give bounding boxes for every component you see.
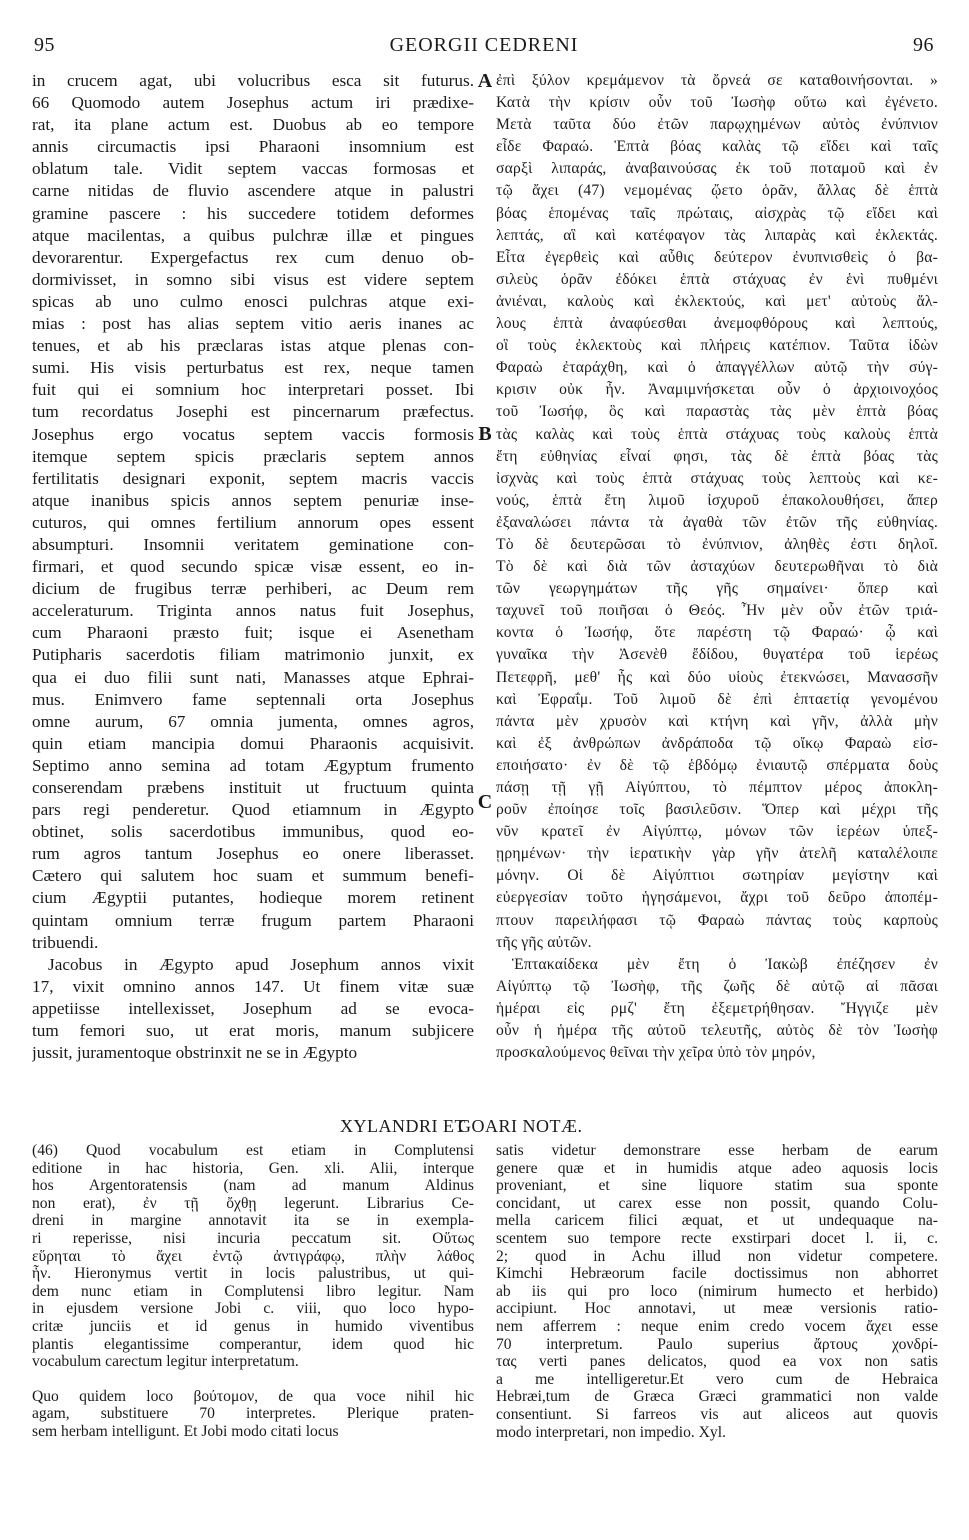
greek-text-line: ροῦν ἐποίησε τοῖς βασιλεῦσιν. Ὅπερ καὶ μέχρι τῆς xyxy=(496,801,938,819)
greek-text-line: ἰσχνὰς καὶ τοὺς ἑπτὰ στάχυας τοὺς λεπτοὺς καὶ κε- xyxy=(496,469,938,487)
greek-text-line: Εἶτα ἐγερθεὶς καὶ αὖθις δεύτερον ἐνυπνισθεὶς ὁ βα- xyxy=(496,248,938,266)
latin-text-line: oblatum tale. Vidit septem vaccas formosas et xyxy=(32,159,474,179)
latin-text-line: devorarentur. Expergefactus rex cum denuo ob- xyxy=(32,247,474,267)
latin-text-line: 17, vixit omnino annos 147. Ut finem vitæ suæ xyxy=(32,976,474,996)
margin-marker-c: C xyxy=(477,791,493,813)
note-line: consentiunt. Si farreos vis aut aliceos aut quovis xyxy=(496,1405,938,1423)
latin-text-line: jussit, juramentoque obstrinxit ne se in Ægypto xyxy=(32,1043,358,1063)
note-line: nem afferrem : neque enim credo vocem ἄχει esse xyxy=(496,1317,938,1335)
greek-text-line: Φαραὼ ἐταράχθη, καὶ ὁ ἀπαγγέλλων αὐτῷ τὴν σύγ- xyxy=(496,359,938,377)
notes-left-column xyxy=(32,1142,474,1441)
latin-text-line: 66 Quomodo autem Josephus actum iri prædixe- xyxy=(32,93,474,113)
latin-text-line: tum recordatus Josephi est pincernarum præfectus. xyxy=(32,402,474,422)
latin-text-line: firmari, et quod secundo spicæ visæ essent, eo in- xyxy=(32,557,474,577)
latin-text-line: quintam omnium terræ frugum partem Pharaoni xyxy=(32,910,474,930)
latin-text-line: atque inanibus spicis annos septem penuriæ inse- xyxy=(32,490,474,510)
greek-text-line: κοντα ὁ Ἰωσήφ, ὅτε παρέστη τῷ Φαραώ· ᾧ καὶ xyxy=(496,624,938,642)
latin-text-line: tenues, et ab his præclaras istas atque plenas con- xyxy=(32,336,474,356)
note-line: agam, substituere 70 interpretes. Plerique praten- xyxy=(32,1405,474,1423)
note-line: Hebræi,tum de Græca Græci grammatici non valde xyxy=(496,1388,938,1406)
greek-text-line: τῶν γεωργημάτων τῆς γῆς σημαίνει· ὅπερ καὶ xyxy=(496,580,938,598)
greek-text-line: ῃρημένων· τὴν ἱερατικὴν γὰρ γῆν ἀτελῆ καταλέλοιπε xyxy=(496,845,938,863)
latin-text-line: fuit qui ei somnium hoc interpretari posset. Ibi xyxy=(32,380,474,400)
note-line: editione in hac historia, Gen. xli. Alii, interque xyxy=(32,1159,474,1177)
margin-marker-a: A xyxy=(477,70,493,92)
note-line: Kimchi Hebræorum facile doctissimus non abhorret xyxy=(496,1265,938,1283)
latin-text-line: itemque septem spicis præclaris septem annos xyxy=(32,446,474,466)
greek-text-line: ἡμέραι εἰς ρμζ' ἔτη ἐξεμετρήθησαν. Ἤγγιζε μὲν xyxy=(496,999,938,1017)
greek-text-line: τὰς καλὰς καὶ τοὺς ἑπτὰ στάχυας τοὺς καλοὺς ἑπτὰ xyxy=(496,425,938,443)
latin-text-line: fertilitatis designari exponit, septem macris vaccis xyxy=(32,468,474,488)
latin-text-line: annis circumactis ipsi Pharaoni insomnium est xyxy=(32,137,474,157)
latin-text-line: obtinet, solis sacerdotibus immunibus, quod eo- xyxy=(32,822,474,842)
greek-text-line: Αἰγύπτῳ τῷ Ἰωσὴφ, τῆς ζωῆς δὲ αὐτῷ αἱ πᾶσαι xyxy=(496,977,938,995)
greek-text-line: μόνην. Οἱ δὲ Αἰγύπτιοι σωτηρίαν μεγίστην καὶ xyxy=(496,867,938,885)
latin-text-line: spicas ab uno culmo enosci pulchras atque exi- xyxy=(32,291,474,311)
latin-text-line: Cætero qui salutem hoc suam et summum benefi- xyxy=(32,866,474,886)
latin-text-line: Josephus ergo vocatus septem vaccis formosis xyxy=(32,424,474,444)
greek-text-line: σαρξὶ λιπαράς, ἀναβαινούσας ἐκ τοῦ ποταμοῦ καὶ ἐν xyxy=(496,160,938,178)
latin-text-line: appetiisse intellexisset, Josephum ad se evoca- xyxy=(32,998,474,1018)
note-line: plantis elegantissime comperantur, idem quod hic xyxy=(32,1335,474,1353)
latin-text-line: Putipharis sacerdotis filiam matrimonio junxit, ex xyxy=(32,645,474,665)
greek-text-line: λεπτάς, αἳ καὶ κατέφαγον τὰς λιπαρὰς καὶ ἐκλεκτάς. xyxy=(496,226,938,244)
note-line: (46) Quod vocabulum est etiam in Complutensi xyxy=(32,1142,474,1159)
latin-text-line: omne aurum, 67 omnia jumenta, omnes agros, xyxy=(32,711,474,731)
note-line: proveniant, et sine liquore statim sua sponte xyxy=(496,1177,938,1195)
greek-text-line: εἶδε Φαραώ. Ἑπτὰ βόας καλὰς τῷ εἴδει καὶ ταῖς xyxy=(496,138,938,156)
latin-text-line: rum agros tantum Josephus eo onere liberasset. xyxy=(32,844,474,864)
latin-text-line: cium Ægyptii putantes, hodieque morem retinent xyxy=(32,888,474,908)
greek-text-line: τοῦ Ἰωσήφ, ὃς καὶ παραστὰς τὰς μὲν ἑπτὰ βόας xyxy=(496,403,938,421)
note-line: a me intelligeretur.Et vero cum de Hebraica xyxy=(496,1370,938,1388)
latin-text-line: quin etiam mancipia domui Pharaonis acquisivit. xyxy=(32,733,474,753)
greek-text-line: ταχυνεῖ τοῦ ποιῆσαι ὁ Θεός. Ἦν μὲν οὖν ἐτῶν τριά- xyxy=(496,602,938,620)
greek-text-line: ἔτη εὐθηνίας εἶναί φησι, τὰς δὲ ἑπτὰ βόας τὰς xyxy=(496,447,938,465)
latin-text-line: sumi. His visis perturbatus est rex, neque tamen xyxy=(32,358,474,378)
latin-text-line: acceleraturum. Triginta annos natus fuit Josephus, xyxy=(32,601,474,621)
page-number-left: 95 xyxy=(34,34,55,56)
latin-text-line: rat, ita plane actum est. Duobus ab eo tempore xyxy=(32,115,474,135)
latin-text-line: dormivisset, in somno sibi visus est videre septem xyxy=(32,269,474,289)
latin-text-line: qua ei duo filii sunt nati, Manasses atque Ephrai- xyxy=(32,667,474,687)
latin-text-line: dicium de frugibus terræ perhiberi, ac Deum rem xyxy=(32,579,474,599)
latin-text-line: atque macilentas, a quibus pulchræ illæ et pingues xyxy=(32,225,474,245)
latin-text-line: Septimo anno semina ad totam Ægyptum frumento xyxy=(32,755,474,775)
latin-text-line: absumpturi. Insomnii veritatem geminatione con- xyxy=(32,534,474,554)
latin-text-line: cum Pharaoni præsto fuit; isque ei Asenetham xyxy=(32,623,474,643)
note-line: vocabulum carectum legitur interpretatum. xyxy=(32,1353,299,1371)
notes-heading-part2: GOARI NOTÆ. xyxy=(458,1116,583,1136)
notes-right-column xyxy=(496,1142,938,1441)
greek-text-line: Μετὰ ταῦτα δύο ἐτῶν παρῳχημένων αὐτὸς ἐνύπνιον xyxy=(496,116,938,134)
greek-text-line: σιλεὺς ὁρᾶν ἐδόκει ἑπτὰ στάχυας ἐν ἑνὶ πυθμένι xyxy=(496,270,938,288)
note-line: concidant, ut carex esse non possit, quando Colu- xyxy=(496,1194,938,1212)
greek-text-line: πάσῃ τῇ γῇ Αἰγύπτου, τὸ πέμπτον μέρος ἀποκλη- xyxy=(496,779,938,796)
greek-text-line: καὶ Ἐφραΐμ. Τοῦ λιμοῦ δὲ ἐπὶ ἑπταετίᾳ γενομένου xyxy=(496,690,938,708)
note-line: in ejusdem versione Jobi c. viii, quo loco hypo- xyxy=(32,1300,474,1318)
greek-text-line: οἳ τοὺς ἐκλεκτοὺς καὶ πλήρεις κατέπιον. Ταῦτα ἰδὼν xyxy=(496,337,938,355)
latin-text-line: tribuendi. xyxy=(32,932,99,952)
greek-text-line: Τὸ δὲ καὶ διὰ τῶν ἀσταχύων δευτερωθῆναι τὸ διὰ xyxy=(496,558,938,576)
note-line: ἦν. Hieronymus vertit in locis palustribus, ut qui- xyxy=(32,1265,474,1283)
note-line: ab iis qui pro loco (nimirum humecto et herbido) xyxy=(496,1282,938,1300)
note-line: τας verti panes delicatos, quod ea vox non satis xyxy=(496,1353,938,1371)
note-line: ri reperisse, nisi incuria peccatum sit. Οὕτως xyxy=(32,1229,474,1247)
page-number-right: 96 xyxy=(913,34,934,56)
greek-text-line: προσκαλούμενος θεῖναι τὴν χεῖρα ὑπὸ τὸν μηρόν, xyxy=(496,1044,816,1062)
greek-text-line: τῆς γῆς αὐτῶν. xyxy=(496,933,592,951)
note-line: hos Argentoratensis (nam ad manum Aldinus xyxy=(32,1177,474,1195)
note-line: critæ junciis et id genus in humido viventibus xyxy=(32,1317,474,1335)
note-line: modo interpretari, non impedio. Xyl. xyxy=(496,1423,726,1441)
greek-text-line: τῷ ἄχει (47) νεμομένας ᾤετο ὁρᾶν, ἄλλας δὲ ἑπτὰ xyxy=(496,182,938,200)
latin-text-line: tum femori suo, ut erat moris, manum subjicere xyxy=(32,1021,474,1041)
latin-text-line: gramine pascere : his succedere totidem deformes xyxy=(32,203,474,223)
greek-text-line: εποιήσατο· ἐν δὲ τῷ ἑβδόμῳ ἐνιαυτῷ σπέρματα δοὺς xyxy=(496,756,938,774)
note-line: Quo quidem loco βούτομον, de qua voce nihil hic xyxy=(32,1387,474,1405)
greek-text-line: Τὸ δὲ δευτερῶσαι τὸ ἐνύπνιον, ἀληθὲς ἐστι δηλοῖ. xyxy=(496,535,938,553)
latin-text-line: Jacobus in Ægypto apud Josephum annos vixit xyxy=(48,954,474,974)
greek-text-line: γυναῖκα τὴν Ἀσενὲθ ἔδίδου, θυγατέρα τοῦ ἱερέως xyxy=(496,646,938,664)
greek-text-line: καὶ ἐξ ἀνθρώπων ἀνδράποδα τῷ οἴκῳ Φαραὼ εἰσ- xyxy=(496,734,938,752)
greek-text-line: Κατὰ τὴν κρίσιν οὖν τοῦ Ἰωσὴφ οὕτω καὶ ἐγένετο. xyxy=(496,94,938,112)
note-line: 2; quod in Achu illud non videtur competere. xyxy=(496,1247,938,1265)
greek-text-line: Πετεφρῆ, μεθ' ἧς καὶ δύο υἱοὺς ἐτεκνώσει, Μανασσῆν xyxy=(496,668,938,686)
latin-text-line: carne nitidas de fluvio ascendere atque in palustri xyxy=(32,181,474,201)
latin-text-line: mus. Enimvero fame septennali orta Josephus xyxy=(32,689,474,709)
greek-text-line: ἐπὶ ξύλον κρεμάμενον τὰ ὄρνεά σε καταθοινήσονται. » xyxy=(496,72,938,89)
latin-text-line: in crucem agat, ubi volucribus esca sit futurus. xyxy=(32,71,474,90)
latin-text-line: cuturos, qui omnes fertilium annorum opes essent xyxy=(32,512,474,532)
greek-text-line: νούς, ἑπτὰ ἔτη λιμοῦ ἰσχυροῦ ἐπακολουθήσει, ἅπερ xyxy=(496,491,938,509)
greek-text-line: οὖν ἡ ἡμέρα τῆς αὐτοῦ τελευτῆς, αὐτὸς δὲ τὸν Ἰωσὴφ xyxy=(496,1022,938,1040)
greek-text-column xyxy=(496,70,938,1064)
note-line: satis videtur demonstrare esse herbam de earum xyxy=(496,1142,938,1159)
latin-text-column xyxy=(32,70,474,1064)
note-line: scentem suo tempore recte exstirpari docet l. ii, c. xyxy=(496,1229,938,1247)
latin-text-line: conserendam præbens instituit ut fructuum quinta xyxy=(32,778,474,797)
note-line: accipiunt. Hoc annotavi, ut meæ versionis ratio- xyxy=(496,1300,938,1318)
running-header xyxy=(34,34,934,60)
greek-text-line: βόας ἑπομένας ταῖς πρώταις, αἰσχρὰς τῷ εἴδει καὶ xyxy=(496,204,938,222)
latin-text-line: pars regi penderetur. Quod etiamnum in Ægypto xyxy=(32,800,474,820)
note-line: dreni in margine annotavit ita se in exempla- xyxy=(32,1212,474,1230)
latin-text-line: mias : post has alias septem vitio aeris inanes ac xyxy=(32,314,474,334)
notes-heading xyxy=(290,1116,710,1140)
notes-heading-part1: XYLANDRI ET xyxy=(340,1116,466,1136)
greek-text-line: εὐεργεσίαν τοῦτο ἡγησάμενοι, ἄχρι τοῦ δεῦρο ἀποπέμ- xyxy=(496,889,938,907)
note-line: 70 interpretum. Paulo superius ἄρτους χονδρί- xyxy=(496,1335,938,1353)
note-line: dem nunc etiam in Complutensi libro legitur. Nam xyxy=(32,1282,474,1300)
note-line: mella caricem filici æquat, et ut undequaque na- xyxy=(496,1212,938,1230)
greek-text-line: πάντα μὲν χρυσὸν καὶ κτήνη καὶ γῆν, ἀλλὰ μὴν xyxy=(496,712,938,730)
greek-text-line: λους ἑπτὰ ἀναφύεσθαι ἀνεμοφθόρους καὶ λεπτούς, xyxy=(496,315,938,333)
running-title: GEORGII CEDRENI xyxy=(389,34,579,56)
greek-text-line: ἀνιέναι, καλοὺς καὶ ἐκλεκτούς, καὶ μετ' αὐτοὺς ἄλ- xyxy=(496,292,938,310)
greek-text-line: πτουν παρειλήφασι τῷ Φαραὼ πάντας τοὺς καρποὺς xyxy=(496,911,938,929)
greek-text-line: νῦν κρατεῖ ἐν Αἰγύπτῳ, μόνων τῶν ἱερέων ὑπεξ- xyxy=(496,823,938,841)
note-line: genere quæ et in humidis atque adeo aquosis locis xyxy=(496,1159,938,1177)
note-line: sem herbam intelligunt. Et Jobi modo citati locus xyxy=(32,1422,339,1440)
greek-text-line: κρισιν οὐκ ἦν. Ἀναμιμνήσκεται οὖν ὁ ἀρχιοινοχόος xyxy=(496,381,938,399)
note-line: εὕρηται τὸ ἄχει ἐντῷ ἀντιγράφῳ, πλὴν λάθος xyxy=(32,1247,474,1265)
greek-text-line: Ἑπτακαίδεκα μὲν ἔτη ὁ Ἰακὼβ ἐπέζησεν ἐν xyxy=(512,955,938,973)
note-line: non erat), ἐν τῇ ὄχθῃ legerunt. Librarius Ce- xyxy=(32,1194,474,1212)
greek-text-line: ἐξαναλώσει πάντα τὰ ἀγαθὰ τῶν ἐτῶν τῆς εὐθηνίας. xyxy=(496,513,938,531)
margin-marker-b: B xyxy=(478,423,492,445)
